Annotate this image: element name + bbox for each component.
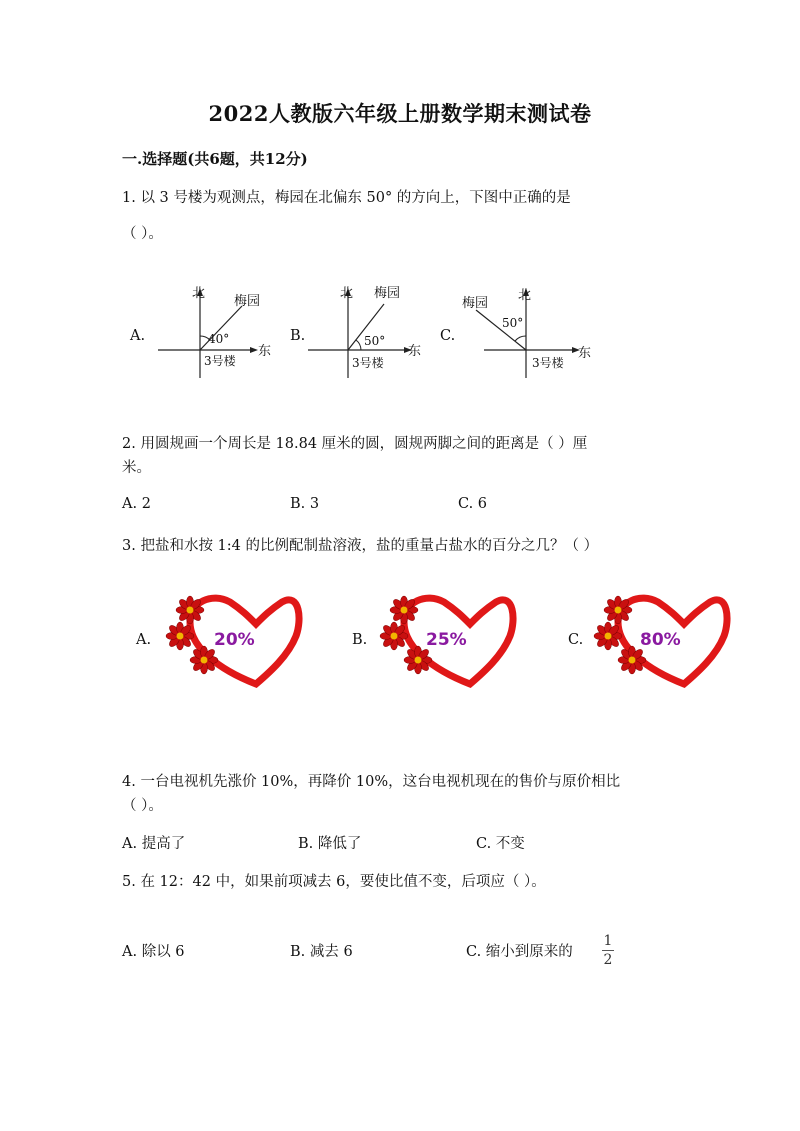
section-heading: 一.选择题(共6题，共12分)	[122, 150, 308, 168]
q4-option-a[interactable]: A. 提高了	[122, 836, 186, 852]
fraction-numerator: 1	[603, 933, 613, 949]
north-label-b: 北	[340, 286, 354, 301]
question-1-blank: （ ）。	[122, 226, 163, 242]
q1-option-c-label: C.	[440, 328, 456, 344]
question-5-text: 5. 在 12：42 中，如果前项减去 6，要使比值不变，后项应（ ）。	[122, 874, 546, 890]
q3-option-c-label: C.	[568, 632, 584, 648]
east-label-a: 东	[258, 344, 272, 359]
fraction-bar	[602, 950, 614, 951]
q5-option-b[interactable]: B. 减去 6	[290, 944, 353, 960]
question-4-text: 4. 一台电视机先涨价 10%，再降价 10%，这台电视机现在的售价与原价相比	[122, 774, 621, 790]
q3-option-b-label: B.	[352, 632, 368, 648]
place-label-a: 梅园	[234, 294, 261, 309]
fraction-denominator: 2	[603, 952, 613, 968]
east-label-b: 东	[408, 344, 422, 359]
q2-option-a[interactable]: A. 2	[122, 496, 151, 512]
q3-option-a-label: A.	[136, 632, 152, 648]
angle-label-b: 50°	[364, 334, 386, 348]
q5-option-a[interactable]: A. 除以 6	[122, 944, 185, 960]
question-2-text-cont: 米。	[122, 460, 151, 476]
q5-option-c[interactable]: C. 缩小到原来的	[466, 944, 573, 960]
north-label-c: 北	[518, 288, 532, 303]
q2-option-c[interactable]: C. 6	[458, 496, 488, 512]
place-label-c: 梅园	[462, 296, 489, 311]
q1-option-b-label: B.	[290, 328, 306, 344]
q4-option-b[interactable]: B. 降低了	[298, 836, 362, 852]
q1-option-a-label: A.	[130, 328, 146, 344]
page-title: 2022人教版六年级上册数学期末测试卷	[208, 101, 592, 126]
place-label-b: 梅园	[374, 286, 401, 301]
q2-option-b[interactable]: B. 3	[290, 496, 320, 512]
question-4-blank: （ ）。	[122, 798, 163, 814]
q3-option-b-value: 25%	[426, 630, 467, 650]
question-2-text: 2. 用圆规画一个周长是 18.84 厘米的圆，圆规两脚之间的距离是（ ）厘	[122, 436, 588, 452]
angle-label-a: 40°	[208, 332, 230, 346]
east-label-c: 东	[578, 346, 592, 361]
question-3-text: 3. 把盐和水按 1:4 的比例配制盐溶液，盐的重量占盐水的百分之几？（ ）	[122, 538, 599, 554]
origin-label-c: 3号楼	[532, 356, 564, 370]
origin-label-a: 3号楼	[204, 354, 236, 368]
q4-option-c[interactable]: C. 不变	[476, 836, 525, 852]
q3-option-c-value: 80%	[640, 630, 681, 650]
north-label-a: 北	[192, 286, 206, 301]
q3-option-a-value: 20%	[214, 630, 255, 650]
fraction-one-half	[602, 934, 614, 967]
origin-label-b: 3号楼	[352, 356, 384, 370]
question-1-text: 1. 以 3 号楼为观测点，梅园在北偏东 50° 的方向上，下图中正确的是	[122, 190, 571, 206]
angle-label-c: 50°	[502, 316, 524, 330]
